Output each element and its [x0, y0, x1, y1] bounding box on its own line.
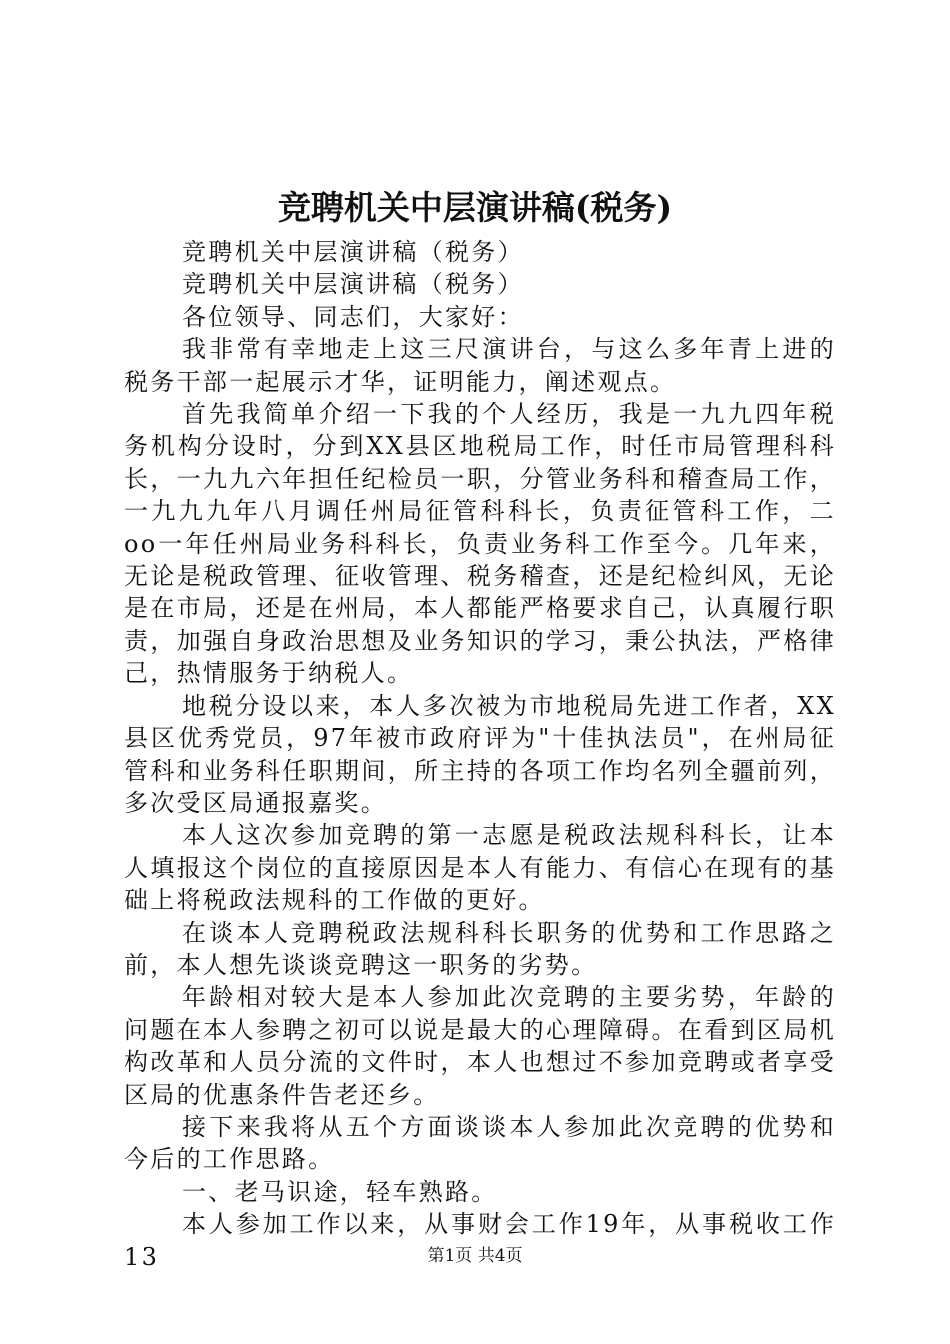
paragraph: 一、老马识途，轻车熟路。: [182, 1177, 498, 1206]
paragraph: 各位领导、同志们，大家好：: [182, 302, 524, 331]
paragraph: 竞聘机关中层演讲稿（税务）: [182, 238, 524, 266]
page-footer: 第1页 共4页: [427, 1246, 523, 1266]
paragraph: 地税分设以来，本人多次被为市地税局先进工作者，XX县区优秀党员，97年被市政府评为"十佳执法员"，在州局征管科和业务科任职期间，所主持的各项工作均名列全疆前列，多次受区局通报嘉奖。: [124, 691, 836, 817]
paragraph: 年龄相对较大是本人参加此次竞聘的主要劣势，年龄的问题在本人参聘之初可以说是最大的心理障碍。在看到区局机构改革和人员分流的文件时，本人也想过不参加竞聘或者享受区局的优惠条件告老还乡。: [124, 983, 836, 1109]
paragraph: 本人这次参加竞聘的第一志愿是税政法规科科长，让本人填报这个岗位的直接原因是本人有能力、有信心在现有的基础上将税政法规科的工作做的更好。: [124, 821, 836, 915]
paragraph: 在谈本人竞聘税政法规科科长职务的优势和工作思路之前，本人想先谈谈竞聘这一职务的劣势。: [124, 918, 836, 979]
paragraph: 本人参加工作以来，从事财会工作19年，从事税收工作13: [124, 1210, 836, 1271]
document-body: [124, 236, 836, 1273]
paragraph: 首先我简单介绍一下我的个人经历，我是一九九四年税务机构分设时，分到XX县区地税局工作，时任市局管理科科长，一九九六年担任纪检员一职，分管业务科和稽查局工作，一九九九年八月调任州局征管科科长，负责征管科工作，二oo一年任州局业务科科长，负责业务科工作至今。几年来，无论是税政管理、征收管理、税务稽查，还是纪检纠风，无论是在市局，还是在州局，本人都能严格要求自己，认真履行职责，加强自身政治思想及业务知识的学习，秉公执法，严格律己，热情服务于纳税人。: [124, 400, 836, 688]
paragraph: 竞聘机关中层演讲稿（税务）: [182, 270, 524, 299]
paragraph: 我非常有幸地走上这三尺演讲台，与这么多年青上进的税务干部一起展示才华，证明能力，阐述观点。: [124, 335, 836, 396]
document-title: 竞聘机关中层演讲稿(税务): [277, 188, 673, 227]
paragraph: 接下来我将从五个方面谈谈本人参加此次竞聘的优势和今后的工作思路。: [124, 1112, 836, 1174]
